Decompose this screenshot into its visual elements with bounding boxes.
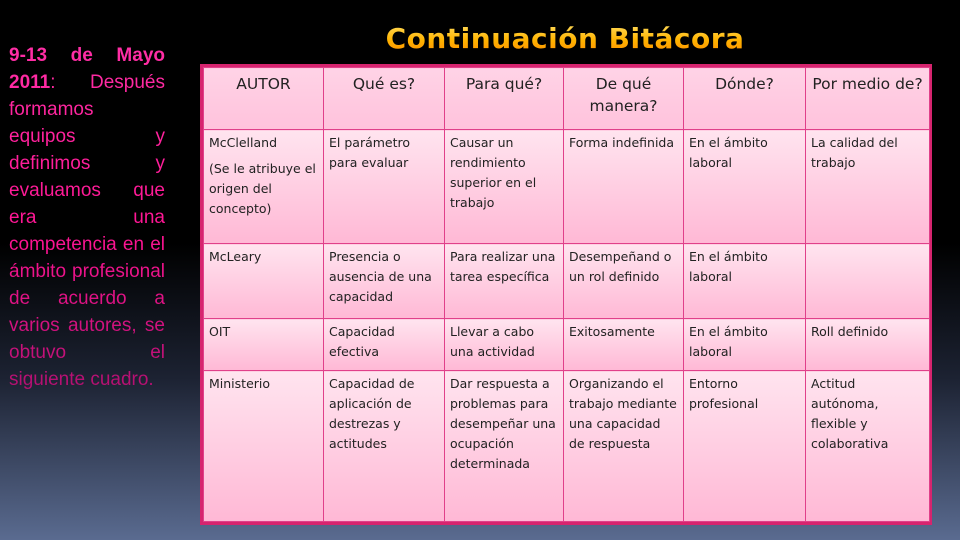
header-autor: AUTOR <box>204 68 324 130</box>
competencias-table <box>203 67 930 522</box>
header-para-que: Para qué? <box>445 68 564 130</box>
autor-name: McClelland <box>209 135 278 150</box>
cell-de-que-manera: Exitosamente <box>564 319 684 371</box>
cell-autor <box>204 130 324 244</box>
cell-donde: En el ámbito laboral <box>684 319 806 371</box>
side-note-text: : Después formamos equipos y definimos y evaluamos que era una competencia en el ámbito profesional de acuerdo a varios autores, se obtuvo el siguiente cuadro. <box>9 72 165 390</box>
cell-por-medio <box>806 244 930 319</box>
cell-que-es: Capacidad efectiva <box>324 319 445 371</box>
cell-donde: En el ámbito laboral <box>684 130 806 244</box>
header-donde: Dónde? <box>684 68 806 130</box>
cell-por-medio: Roll definido <box>806 319 930 371</box>
cell-de-que-manera: Forma indefinida <box>564 130 684 244</box>
cell-de-que-manera: Organizando el trabajo mediante una capacidad de respuesta <box>564 371 684 522</box>
header-que-es: Qué es? <box>324 68 445 130</box>
cell-por-medio: La calidad del trabajo <box>806 130 930 244</box>
cell-que-es: Capacidad de aplicación de destrezas y actitudes <box>324 371 445 522</box>
header-de-que-manera: De qué manera? <box>564 68 684 130</box>
cell-para-que: Causar un rendimiento superior en el trabajo <box>445 130 564 244</box>
cell-autor: McLeary <box>204 244 324 319</box>
cell-donde: Entorno profesional <box>684 371 806 522</box>
side-note <box>9 42 165 393</box>
autor-note: (Se le atribuye el origen del concepto) <box>209 161 316 216</box>
cell-donde: En el ámbito laboral <box>684 244 806 319</box>
cell-de-que-manera: Desempeñand o un rol definido <box>564 244 684 319</box>
table-row <box>204 319 930 371</box>
cell-que-es: El parámetro para evaluar <box>324 130 445 244</box>
cell-para-que: Para realizar una tarea específica <box>445 244 564 319</box>
header-por-medio: Por medio de? <box>806 68 930 130</box>
cell-por-medio: Actitud autónoma, flexible y colaborativa <box>806 371 930 522</box>
cell-autor: OIT <box>204 319 324 371</box>
table-row <box>204 371 930 522</box>
cell-para-que: Llevar a cabo una actividad <box>445 319 564 371</box>
side-note-date: 9-13 de Mayo 2011 <box>9 45 165 93</box>
competencias-table-wrapper <box>200 64 932 525</box>
cell-que-es: Presencia o ausencia de una capacidad <box>324 244 445 319</box>
table-row <box>204 130 930 244</box>
cell-autor: Ministerio <box>204 371 324 522</box>
slide-title: Continuación Bitácora <box>200 22 930 55</box>
cell-para-que: Dar respuesta a problemas para desempeñar una ocupación determinada <box>445 371 564 522</box>
table-row <box>204 244 930 319</box>
table-header-row <box>204 68 930 130</box>
